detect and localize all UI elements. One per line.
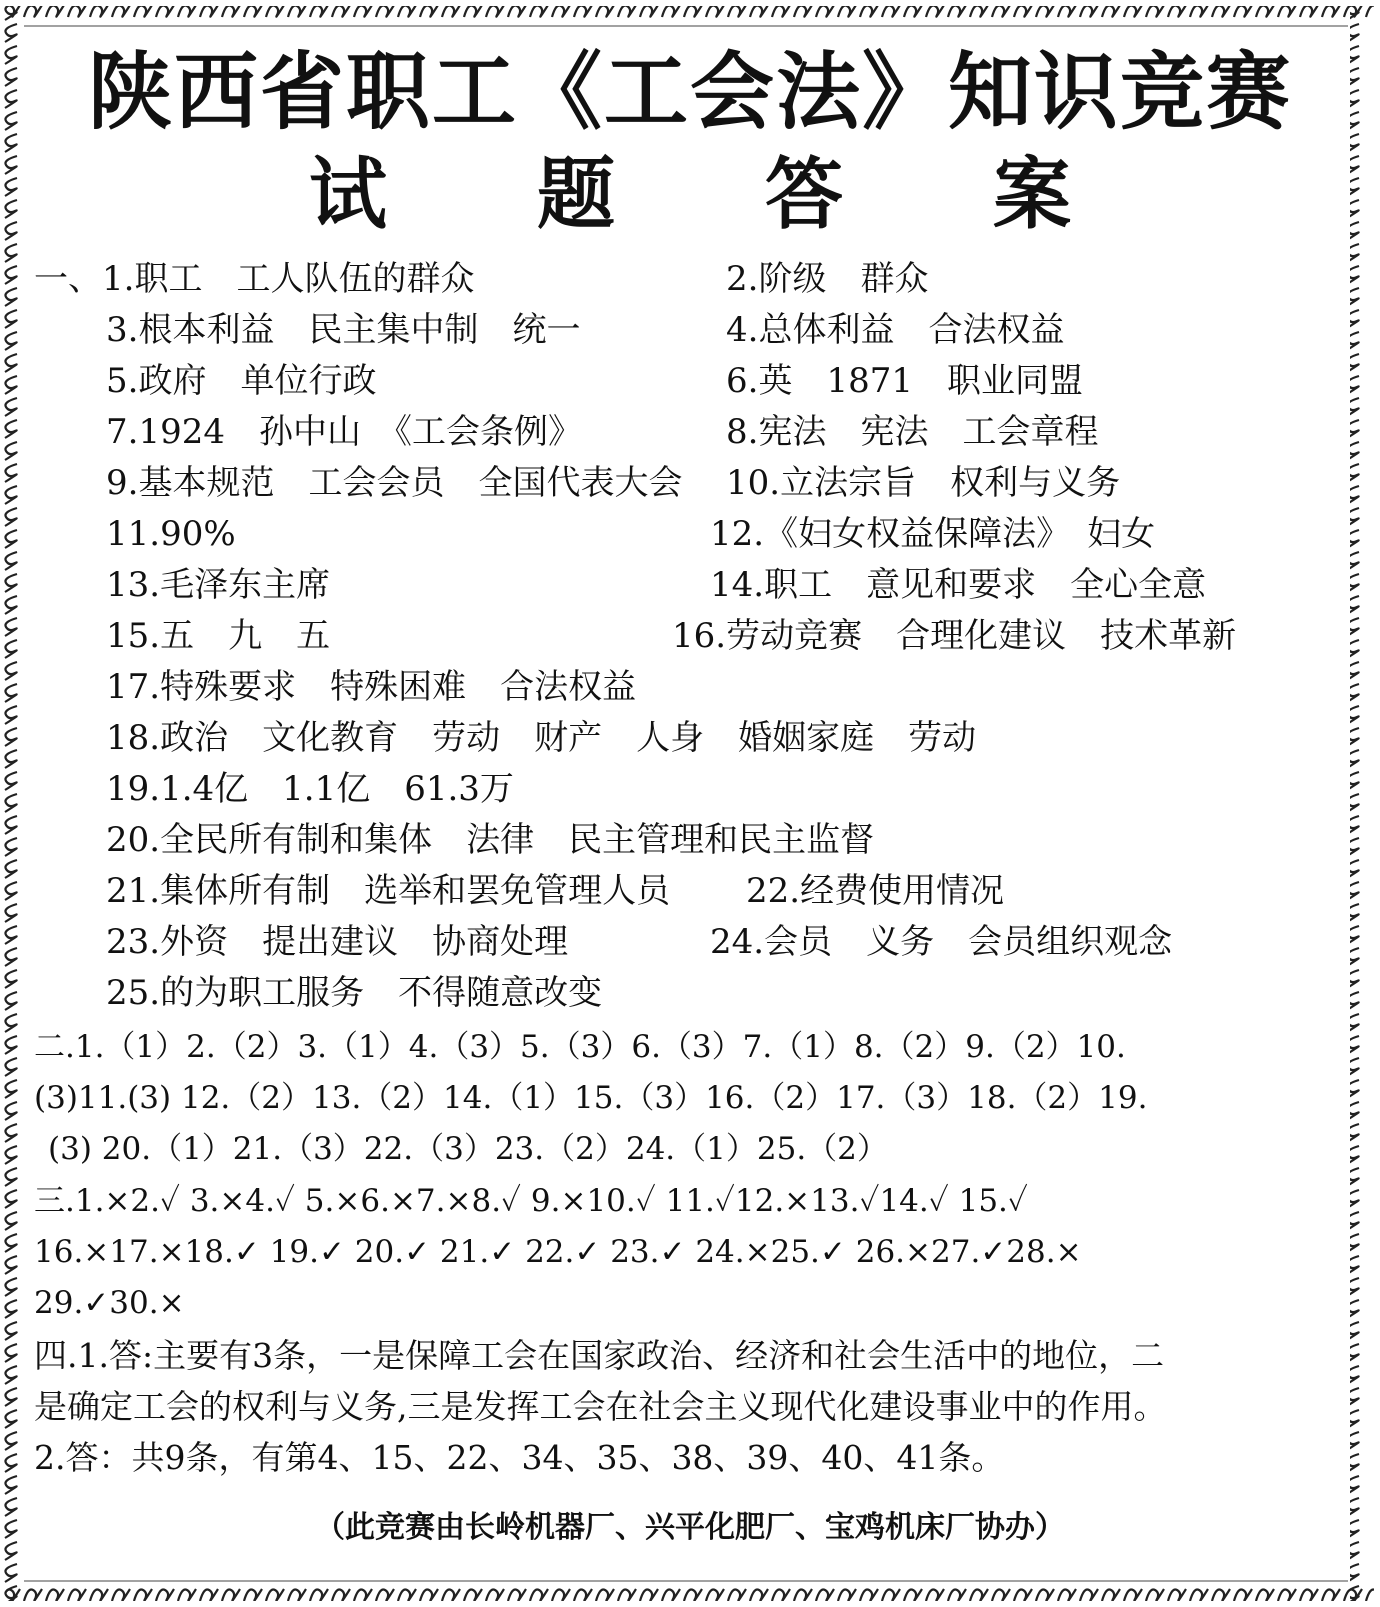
s1-line-right: 14.职工 意见和要求 全心全意 — [710, 565, 1207, 605]
s1-line-left: 17.特殊要求 特殊困难 合法权益 — [106, 667, 637, 707]
s1-line-left: 5.政府 单位行政 — [106, 361, 377, 401]
s1-line-left: 18.政治 文化教育 劳动 财产 人身 婚姻家庭 劳动 — [106, 718, 977, 758]
s3-line: 29.✓30.× — [34, 1285, 185, 1321]
s1-line-right: 8.宪法 宪法 工会章程 — [726, 412, 1099, 452]
s4-line: 2.答：共9条，有第4、15、22、34、35、38、39、40、41条。 — [34, 1438, 1005, 1477]
s2-line: (3) 20.（1）21.（3）22.（3）23.（2）24.（1）25.（2） — [48, 1131, 888, 1167]
s3-line: 16.×17.×18.✓ 19.✓ 20.✓ 21.✓ 22.✓ 23.✓ 24.×25.✓ 26.×27.✓28.× — [34, 1234, 1082, 1270]
s1-line-right: 12.《妇女权益保障法》 妇女 — [710, 514, 1156, 554]
sponsor-note: （此竞赛由长岭机器厂、兴平化肥厂、宝鸡机床厂协办） — [315, 1510, 1065, 1545]
s1-line-right: 10.立法宗旨 权利与义务 — [726, 463, 1121, 503]
s1-line-right: 6.英 1871 职业同盟 — [726, 361, 1083, 401]
s1-line-right: 4.总体利益 合法权益 — [726, 310, 1065, 350]
s4-line: 四.1.答:主要有3条，一是保障工会在国家政治、经济和社会生活中的地位，二 — [34, 1336, 1165, 1375]
page-subtitle: 试题答案 — [308, 150, 1221, 240]
s1-line-left: 13.毛泽东主席 — [106, 565, 331, 605]
s1-line-left: 11.90% — [106, 514, 236, 554]
s1-line-right: 24.会员 义务 会员组织观念 — [710, 922, 1173, 962]
s1-line-right: 16.劳动竞赛 合理化建议 技术革新 — [672, 616, 1237, 656]
s1-line-left: 一、1.职工 工人队伍的群众 — [34, 259, 475, 299]
s2-line: (3)11.(3) 12.（2）13.（2）14.（1）15.（3）16.（2）17.（3）18.（2）19. — [34, 1080, 1148, 1116]
s1-line-left: 7.1924 孙中山 《工会条例》 — [106, 412, 582, 452]
s1-line-left: 20.全民所有制和集体 法律 民主管理和民主监督 — [106, 820, 875, 860]
s1-line-right: 2.阶级 群众 — [726, 259, 929, 299]
s3-line: 三.1.×2.✓ 3.×4.✓ 5.×6.×7.×8.✓ 9.×10.✓ 11.✓12.×13.✓14.✓ 15.✓ — [34, 1183, 1028, 1219]
s1-line-left: 19.1.4亿 1.1亿 61.3万 — [106, 769, 514, 809]
s1-line-left: 25.的为职工服务 不得随意改变 — [106, 973, 603, 1013]
page-title: 陕西省职工《工会法》知识竞赛 — [87, 43, 1292, 141]
s1-line-left: 3.根本利益 民主集中制 统一 — [106, 310, 581, 350]
s1-line-left: 21.集体所有制 选举和罢免管理人员 — [106, 871, 671, 911]
s2-line: 二.1.（1）2.（2）3.（1）4.（3）5.（3）6.（3）7.（1）8.（2）9.（2）10. — [34, 1029, 1126, 1065]
s1-line-left: 23.外资 提出建议 协商处理 — [106, 922, 569, 962]
s1-line-left: 9.基本规范 工会会员 全国代表大会 — [106, 463, 683, 503]
s4-line: 是确定工会的权利与义务,三是发挥工会在社会主义现代化建设事业中的作用。 — [34, 1387, 1167, 1426]
s1-line-right: 22.经费使用情况 — [746, 871, 1005, 911]
s1-line-left: 15.五 九 五 — [106, 616, 331, 656]
